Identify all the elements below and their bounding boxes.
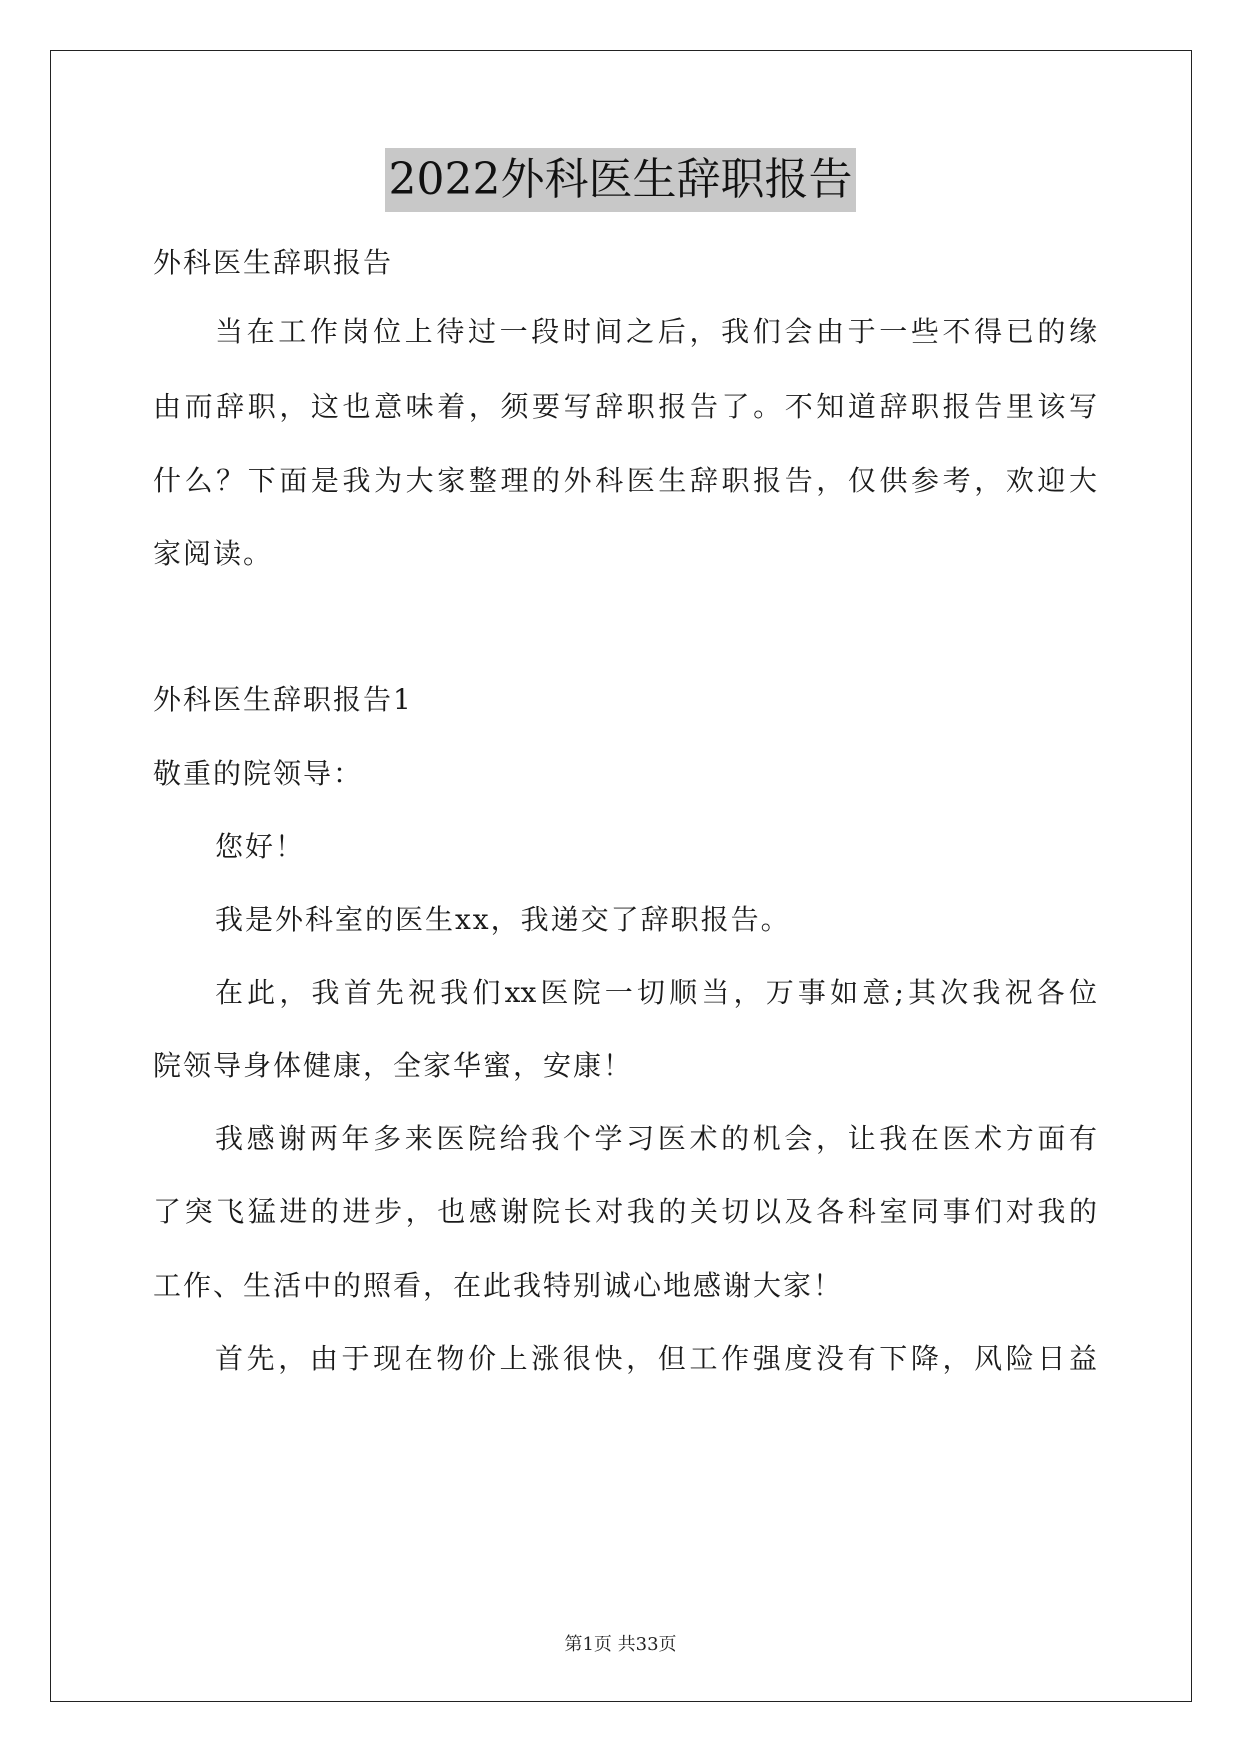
salutation-line: 敬重的院领导： bbox=[153, 757, 364, 790]
paragraph-line: 由而辞职，这也意味着，须要写辞职报告了。不知道辞职报告里该写 bbox=[153, 390, 1097, 423]
paragraph-line: 我是外科室的医生xx，我递交了辞职报告。 bbox=[215, 903, 791, 936]
subtitle-line: 外科医生辞职报告 bbox=[153, 246, 394, 279]
paragraph-line: 什么？下面是我为大家整理的外科医生辞职报告，仅供参考，欢迎大 bbox=[153, 464, 1097, 497]
paragraph-line: 工作、生活中的照看，在此我特别诚心地感谢大家！ bbox=[153, 1269, 844, 1302]
greeting-line: 您好！ bbox=[215, 830, 306, 863]
section-heading: 外科医生辞职报告1 bbox=[153, 683, 413, 716]
paragraph-line: 在此，我首先祝我们xx医院一切顺当，万事如意;其次我祝各位 bbox=[215, 976, 1097, 1009]
paragraph-line: 我感谢两年多来医院给我个学习医术的机会，让我在医术方面有 bbox=[215, 1122, 1097, 1155]
paragraph-line: 了突飞猛进的进步，也感谢院长对我的关切以及各科室同事们对我的 bbox=[153, 1195, 1097, 1228]
document-title: 2022外科医生辞职报告 bbox=[385, 148, 857, 212]
title-container bbox=[0, 148, 1241, 212]
paragraph-line: 当在工作岗位上待过一段时间之后，我们会由于一些不得已的缘 bbox=[215, 315, 1097, 348]
paragraph-line: 院领导身体健康，全家华蜜，安康！ bbox=[153, 1049, 634, 1082]
paragraph-line: 家阅读。 bbox=[153, 537, 274, 570]
paragraph-line: 首先，由于现在物价上涨很快，但工作强度没有下降，风险日益 bbox=[215, 1342, 1097, 1375]
page-border bbox=[50, 50, 1192, 1702]
page-number-footer: 第1页 共33页 bbox=[564, 1634, 677, 1655]
